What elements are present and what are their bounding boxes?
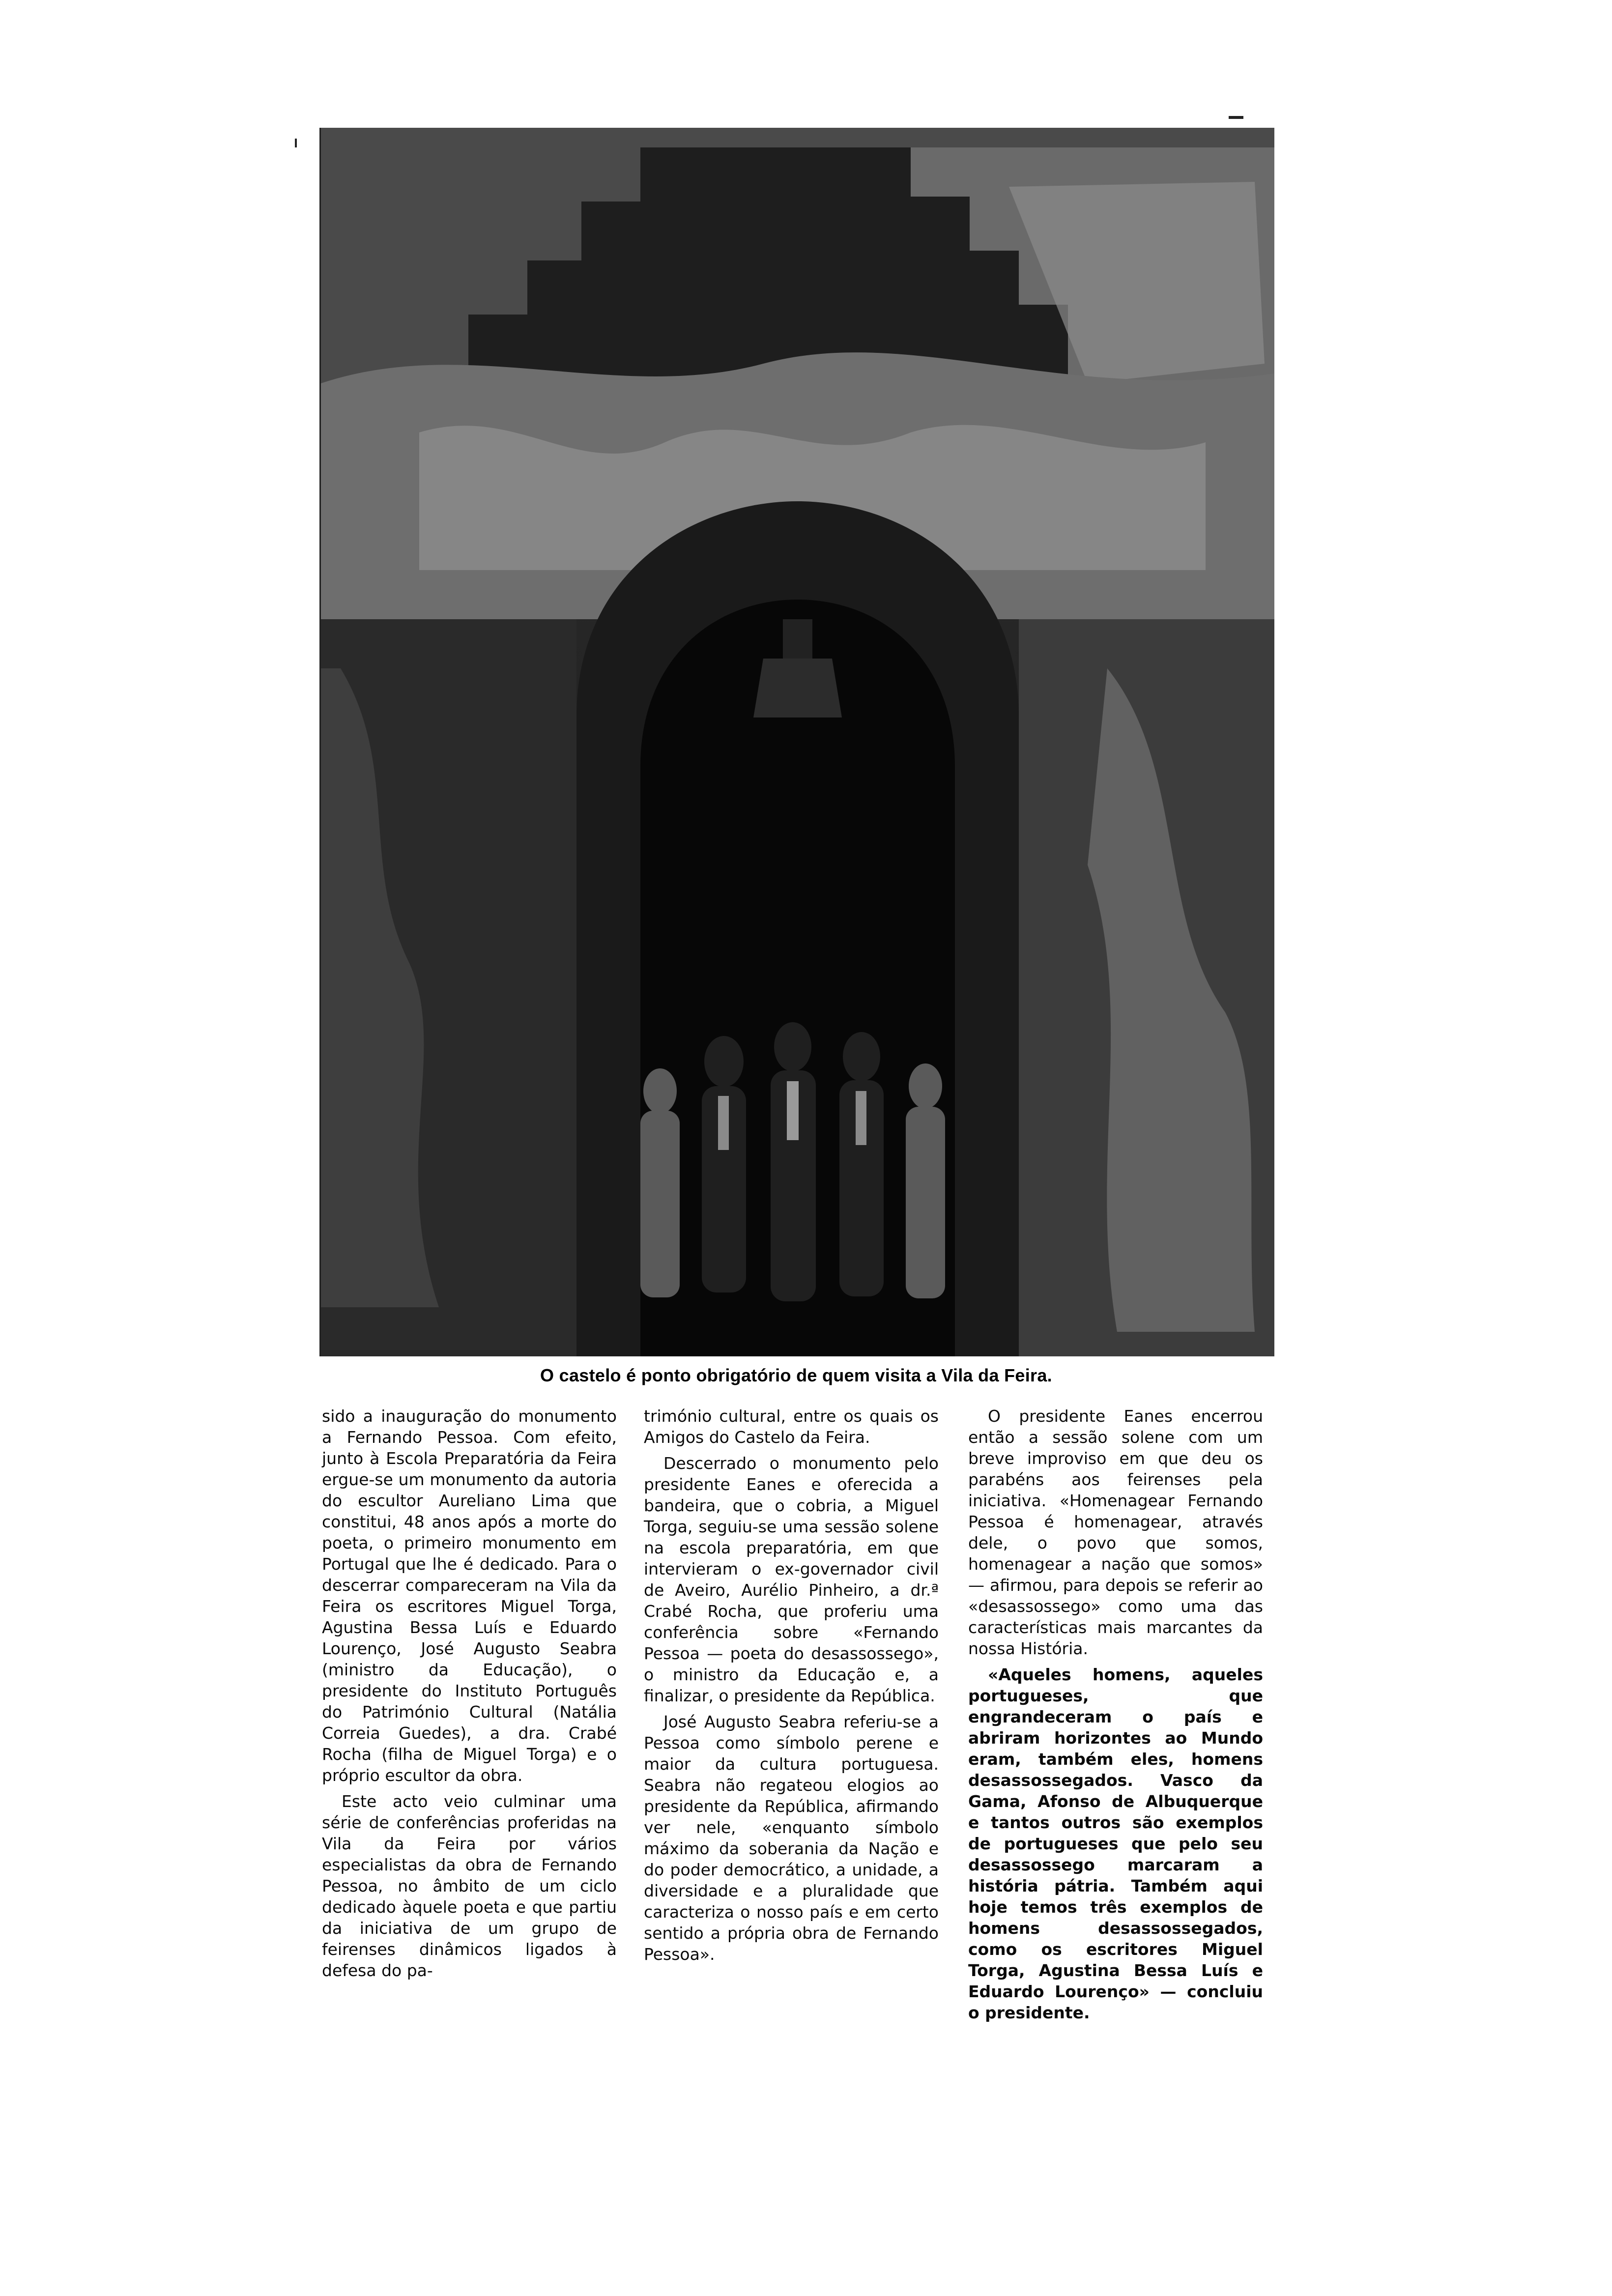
castle-gate-photo: [319, 128, 1274, 1356]
article-column-2: [644, 1406, 939, 1970]
castle-photo-art: [321, 128, 1274, 1356]
article-paragraph: Descerrado o monumento pelo presidente Eanes e oferecida a bandeira, que o cobria, a Miguel Torga, seguiu-se uma sessão solene na escola preparatória, em que intervieram o ex-governador civil de Aveiro, Aurélio Pinheiro, a dr.ª Crabé Rocha, que proferiu uma conferência sobre «Fernando Pessoa — poeta do desassossego», o ministro da Educação e, a finalizar, o presidente da República.: [644, 1454, 939, 1705]
article-column-3: [968, 1406, 1263, 2028]
scan-speck: [1229, 116, 1243, 119]
article-paragraph: O presidente Eanes encerrou então a sessão solene com um breve improviso em que deu os parabéns aos feirenses pela iniciativa. «Homenagear Fernando Pessoa é homenagear, através dele, o povo que somos, homenagear a nação que somos» — afirmou, para depois se referir ao «desassossego» como uma das características mais marcantes da nossa História.: [968, 1406, 1263, 1658]
photo-caption: O castelo é ponto obrigatório de quem visita a Vila da Feira.: [540, 1365, 1052, 1385]
article-paragraph: Este acto veio culminar uma série de conferências proferidas na Vila da Feira por vários especialistas da obra de Fernando Pessoa, no âmbito de um ciclo dedicado àquele poeta e que partiu da iniciativa de um grupo de feirenses dinâmicos ligados à defesa do pa-: [322, 1792, 617, 1980]
article-quote-paragraph: «Aqueles homens, aqueles portugueses, que engrandeceram o país e abriram horizontes ao Mundo eram, também eles, homens desassossegados. Vasco da Gama, Afonso de Albuquerque e tantos outros são exemplos de portugueses que pelo seu desassossego marcaram a história pátria. Também aqui hoje temos três exemplos de homens desassossegados, como os escritores Miguel Torga, Agustina Bessa Luís e Eduardo Lourenço» — concluiu o presidente.: [968, 1665, 1263, 2022]
article-column-1: [322, 1406, 617, 1986]
article-paragraph: trimónio cultural, entre os quais os Amigos do Castelo da Feira.: [644, 1406, 939, 1447]
article-paragraph: sido a inauguração do monumento a Fernando Pessoa. Com efeito, junto à Escola Preparatória da Feira ergue-se um monumento da autoria do escultor Aureliano Lima que constitui, 48 anos após a morte do poeta, o primeiro monumento em Portugal que lhe é dedicado. Para o descerrar compareceram na Vila da Feira os escritores Miguel Torga, Agustina Bessa Luís e Eduardo Lourenço, José Augusto Seabra (ministro da Educação), o presidente do Instituto Português do Património Cultural (Natália Correia Guedes), a dra. Crabé Rocha (filha de Miguel Torga) e o próprio escultor da obra.: [322, 1406, 617, 1785]
article-paragraph: José Augusto Seabra referiu-se a Pessoa como símbolo perene e maior da cultura portuguesa. Seabra não regateou elogios ao presidente da República, afirmando ver nele, «enquanto símbolo máximo da soberania da Nação e do poder democrático, a unidade, a diversidade e a pluralidade que caracteriza o nosso país e em certo sentido a própria obra de Fernando Pessoa».: [644, 1712, 939, 1964]
scan-speck: [295, 139, 297, 147]
